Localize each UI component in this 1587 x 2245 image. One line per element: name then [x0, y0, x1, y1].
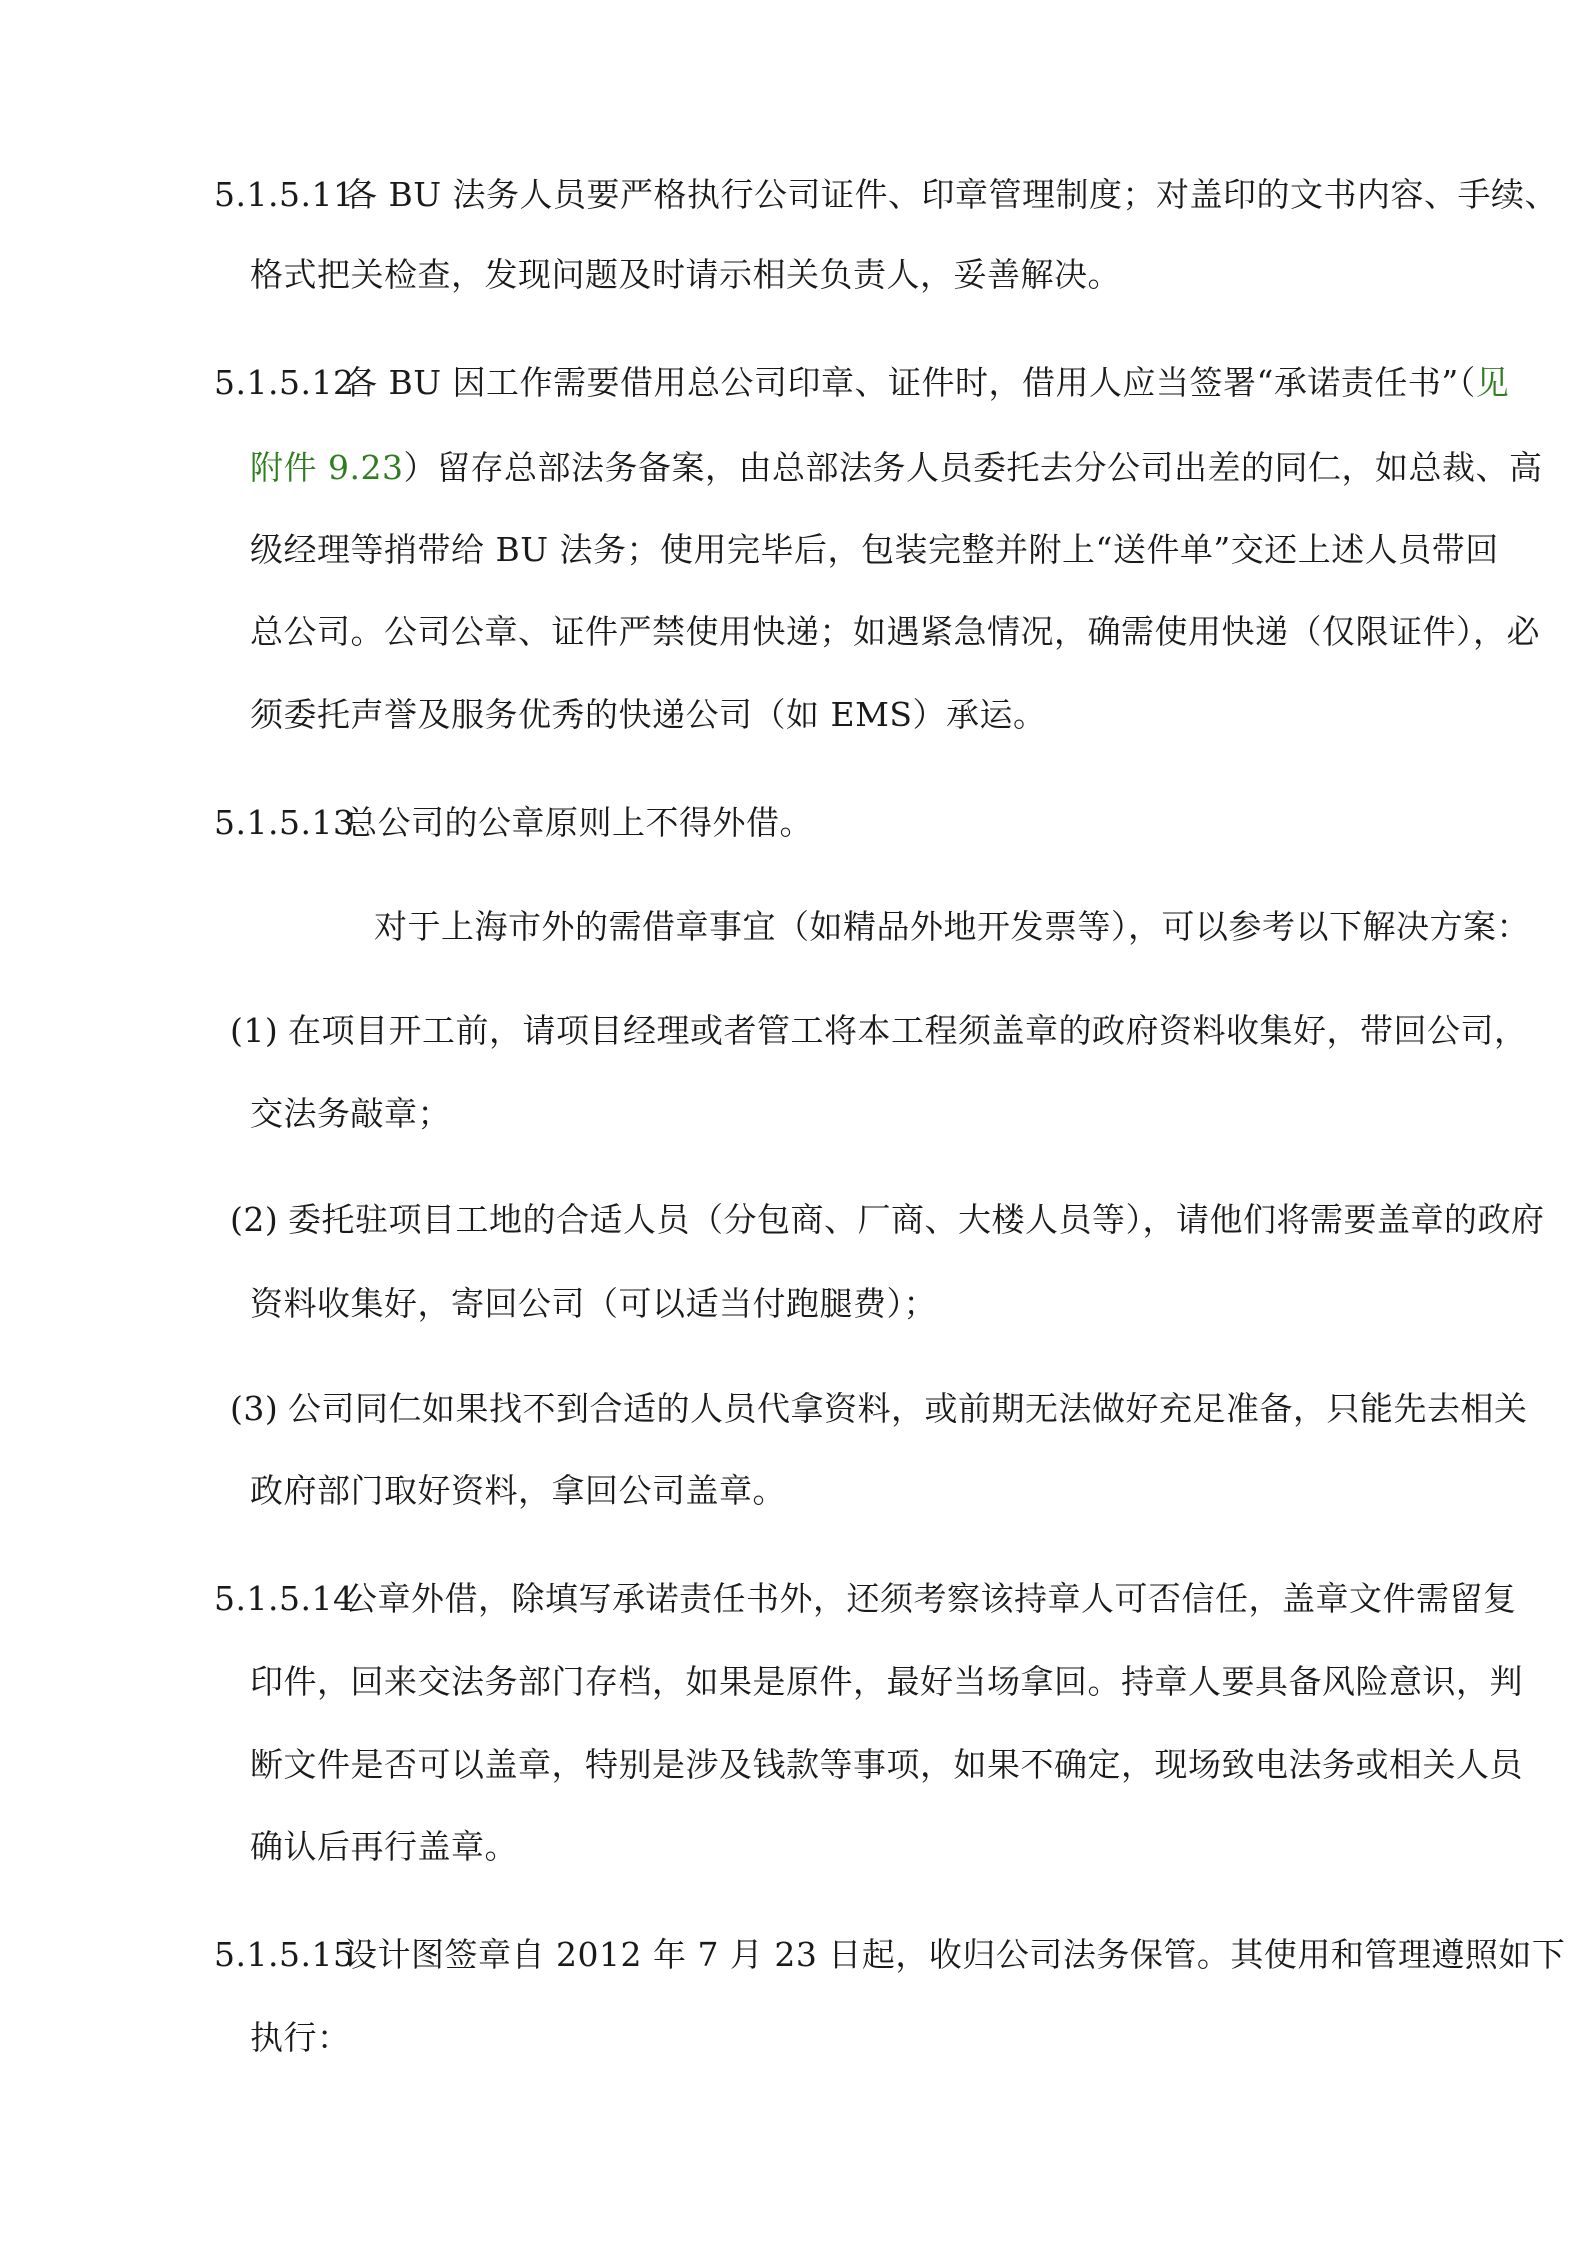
attachment-reference: 附件 9.23	[250, 448, 404, 487]
section-5-1-5-11-line-1	[214, 175, 1558, 215]
section-5-1-5-14-line-4: 确认后再行盖章。	[250, 1827, 518, 1866]
section-number: 5.1.5.13	[214, 803, 355, 842]
section-5-1-5-14-line-1	[214, 1579, 1517, 1619]
section-5-1-5-12-line-2	[250, 448, 1542, 488]
attachment-link-text: 见	[1475, 363, 1510, 402]
solution-item-1-line-2: 交法务敲章；	[250, 1094, 451, 1133]
item-number: (1)	[230, 1011, 279, 1050]
section-text: ）留存总部法务备案，由总部法务人员委托去分公司出差的同仁，如总裁、高	[403, 448, 1543, 487]
section-5-1-5-14-line-2: 印件，回来交法务部门存档，如果是原件，最好当场拿回。持章人要具备风险意识，判	[250, 1662, 1523, 1701]
section-5-1-5-15-line-2: 执行：	[250, 2018, 351, 2057]
section-5-1-5-12-line-3: 级经理等捎带给 BU 法务；使用完毕后，包装完整并附上“送件单”交还上述人员带回	[250, 530, 1499, 569]
section-text: 各 BU 因工作需要借用总公司印章、证件时，借用人应当签署“承诺责任书”（	[344, 363, 1476, 402]
solution-item-3-line-1	[230, 1389, 1528, 1429]
section-5-1-5-14-line-3: 断文件是否可以盖章，特别是涉及钱款等事项，如果不确定，现场致电法务或相关人员	[250, 1745, 1523, 1784]
section-5-1-5-12-line-1	[214, 363, 1509, 403]
section-5-1-5-11-line-2: 格式把关检查，发现问题及时请示相关负责人，妥善解决。	[250, 255, 1121, 294]
item-number: (2)	[230, 1200, 279, 1239]
section-5-1-5-12-line-5: 须委托声誉及服务优秀的快递公司（如 EMS）承运。	[250, 695, 1047, 734]
section-number: 5.1.5.14	[214, 1579, 355, 1618]
item-text: 在项目开工前，请项目经理或者管工将本工程须盖章的政府资料收集好，带回公司，	[288, 1011, 1528, 1050]
section-5-1-5-15-line-1	[214, 1935, 1565, 1975]
item-text: 公司同仁如果找不到合适的人员代拿资料，或前期无法做好充足准备，只能先去相关	[288, 1389, 1528, 1428]
solution-item-1-line-1	[230, 1011, 1528, 1051]
section-text: 总公司的公章原则上不得外借。	[344, 803, 813, 842]
solutions-intro: 对于上海市外的需借章事宜（如精品外地开发票等），可以参考以下解决方案：	[374, 907, 1530, 946]
solution-item-3-line-2: 政府部门取好资料，拿回公司盖章。	[250, 1471, 786, 1510]
item-number: (3)	[230, 1389, 279, 1428]
section-number: 5.1.5.12	[214, 363, 355, 402]
solution-item-2-line-1	[230, 1200, 1545, 1240]
section-number: 5.1.5.11	[214, 175, 355, 214]
section-5-1-5-13-line-1	[214, 803, 813, 843]
section-number: 5.1.5.15	[214, 1935, 355, 1974]
section-text: 各 BU 法务人员要严格执行公司证件、印章管理制度；对盖印的文书内容、手续、	[344, 175, 1559, 214]
section-text: 设计图签章自 2012 年 7 月 23 日起，收归公司法务保管。其使用和管理遵照如下	[344, 1935, 1566, 1974]
item-text: 委托驻项目工地的合适人员（分包商、厂商、大楼人员等），请他们将需要盖章的政府	[288, 1200, 1545, 1239]
section-text: 公章外借，除填写承诺责任书外，还须考察该持章人可否信任，盖章文件需留复	[344, 1579, 1517, 1618]
section-5-1-5-12-line-4: 总公司。公司公章、证件严禁使用快递；如遇紧急情况，确需使用快递（仅限证件），必	[250, 612, 1540, 651]
solution-item-2-line-2: 资料收集好，寄回公司（可以适当付跑腿费）；	[250, 1284, 937, 1323]
